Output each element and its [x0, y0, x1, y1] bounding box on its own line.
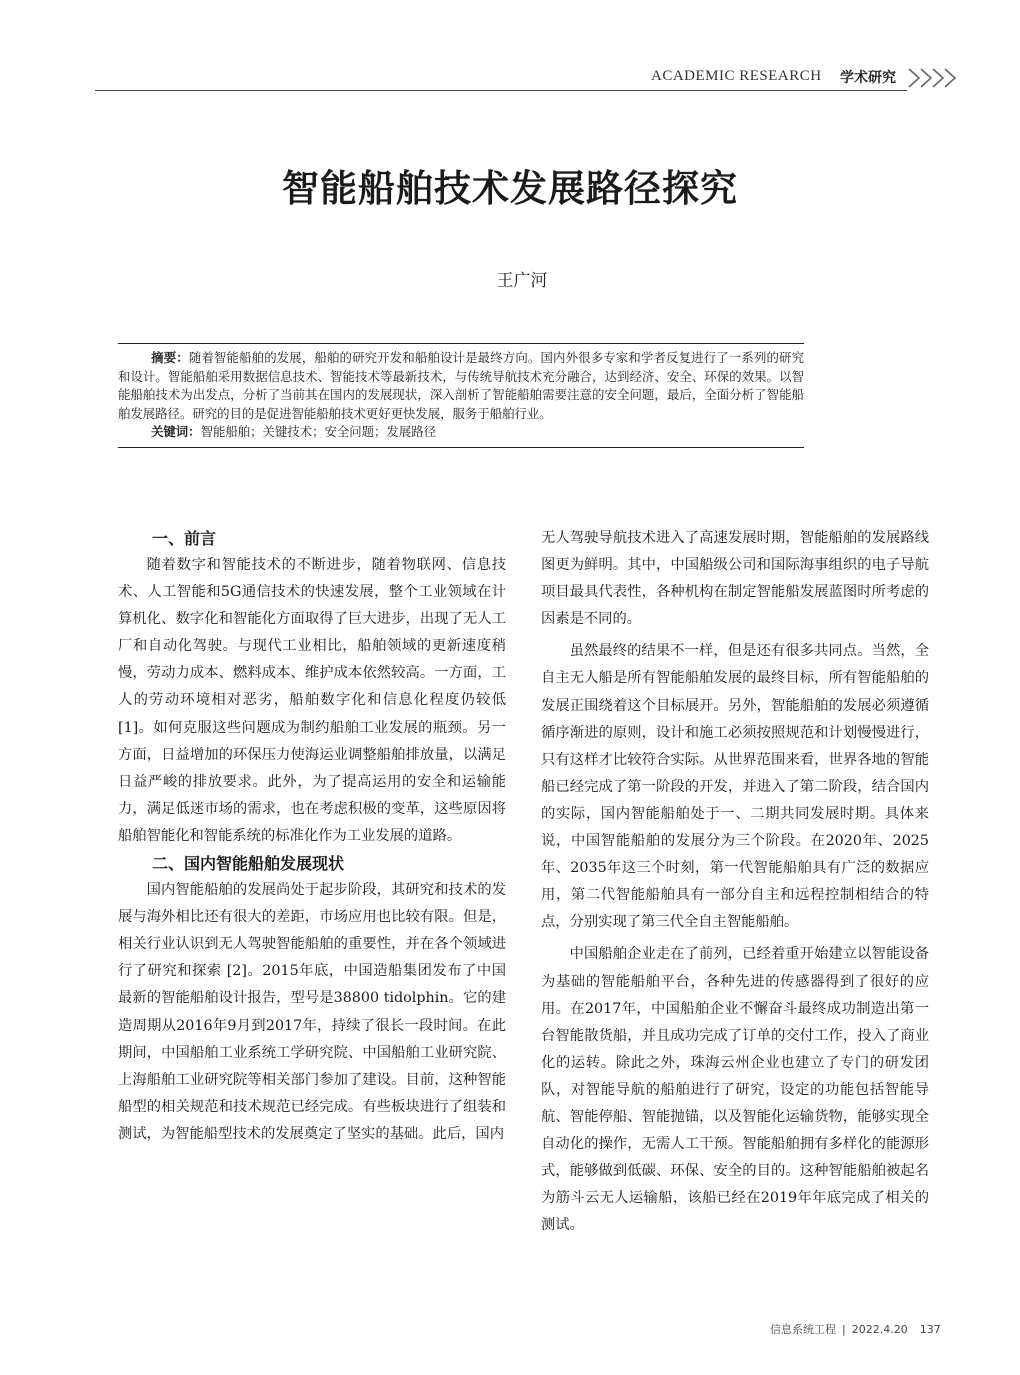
- keywords-text: 智能船舶；关键技术；安全问题；发展路径: [200, 424, 436, 440]
- paragraph: 随着数字和智能技术的不断进步，随着物联网、信息技术、人工智能和5G通信技术的快速发展，整个工业领域在计算机化、数字化和智能化方面取得了巨大进步，出现了无人工厂和自动化驾驶。与现代工业相比，船舶领域的更新速度稍慢，劳动力成本、燃料成本、维护成本依然较高。一方面，工人的劳动环境相对恶劣，船舶数字化和信息化程度仍较低 [1]。如何克服这些问题成为制约船舶工业发展的瓶颈。另一方面，日益增加的环保压力使海运业调整船舶排放量，以满足日益严峻的排放要求。此外，为了提高运用的安全和运输能力，满足低迷市场的需求，也在考虑积极的变革，这些原因将船舶智能化和智能系统的标准化作为工业发展的道路。: [118, 557, 506, 844]
- left-column: [118, 525, 506, 1148]
- abstract-label: 摘要：: [151, 350, 189, 365]
- header-rule: [95, 90, 907, 91]
- issue-date: 2022.4.20: [851, 1323, 908, 1336]
- right-column: [541, 525, 929, 1239]
- header-chinese: 学术研究: [840, 70, 896, 86]
- header-english: ACADEMIC RESEARCH: [651, 68, 822, 84]
- keywords: [118, 423, 804, 441]
- article-title: 智能船舶技术发展路径探究: [282, 167, 738, 210]
- abstract-bottom-rule: [118, 447, 804, 448]
- chevrons-icon: [907, 66, 965, 90]
- paragraph: 中国船舶企业走在了前列，已经着重开始建立以智能设备为基础的智能船舶平台，各种先进的传感器得到了很好的应用。在2017年，中国船舶企业不懈奋斗最终成功制造出第一台智能散货船，并且成功完成了订单的交付工作，投入了商业化的运转。除此之外，珠海云州企业也建立了专门的研发团队，对智能导航的船舶进行了研究，设定的功能包括智能导航、智能停船、智能抛锚，以及智能化运输货物，能够实现全自动化的操作，无需人工干预。智能船舶拥有多样化的能源形式，能够做到低碳、环保、安全的目的。这种智能船舶被起名为筋斗云无人运输船，该船已经在2019年年底完成了相关的测试。: [541, 946, 929, 1234]
- running-header: [95, 62, 965, 96]
- abstract-top-rule: [118, 343, 804, 344]
- paragraph: 虽然最终的结果不一样，但是还有很多共同点。当然，全自主无人船是所有智能船舶发展的最终目标，所有智能船舶的发展正围绕着这个目标展开。另外，智能船舶的发展必须遵循循序渐进的原则，设计和施工必须按照规范和计划慢慢进行，只有这样才比较符合实际。从世界范围来看，世界各地的智能船已经完成了第一阶段的开发，并进入了第二阶段，结合国内的实际，国内智能船舶处于一、二期共同发展时期。具体来说，中国智能船舶的发展分为三个阶段。在2020年、2025年、2035年这三个时刻，第一代智能船舶具有广泛的数据应用，第二代智能船舶具有一部分自主和远程控制相结合的特点，分别实现了第三代全自主智能船舶。: [541, 643, 929, 931]
- author-name: 王广河: [496, 271, 548, 291]
- section-heading-intro: 一、前言: [152, 529, 217, 548]
- footer-separator: |: [842, 1323, 846, 1336]
- paragraph: 无人驾驶导航技术进入了高速发展时期，智能船舶的发展路线图更为鲜明。其中，中国船级公司和国际海事组织的电子导航项目最具代表性，各种机构在制定智能船发展蓝图时所考虑的因素是不同的。: [541, 530, 929, 628]
- page-footer: [770, 1321, 970, 1337]
- abstract: [118, 349, 804, 423]
- section-heading-status: 二、国内智能船舶发展现状: [152, 854, 345, 874]
- abstract-text: 随着智能船舶的发展，船舶的研究开发和船舶设计是最终方向。国内外很多专家和学者反复进行了一系列的研究和设计。智能船舶采用数据信息技术、智能技术等最新技术，与传统导航技术充分融合，达到经济、安全、环保的效果。以智能船舶技术为出发点，分析了当前其在国内的发展现状，深入剖析了智能船舶需要注意的安全问题，最后，全面分析了智能船舶发展路径。研究的目的是促进智能船舶技术更好更快发展，服务于船舶行业。: [118, 350, 805, 421]
- journal-name: 信息系统工程: [770, 1323, 836, 1336]
- page-number: 137: [919, 1323, 941, 1336]
- abstract-block: [118, 343, 804, 448]
- paragraph: 国内智能船舶的发展尚处于起步阶段，其研究和技术的发展与海外相比还有很大的差距，市场应用也比较有限。但是，相关行业认识到无人驾驶智能船舶的重要性，并在各个领域进行了研究和探索 [2]。2015年底，中国造船集团发布了中国最新的智能船舶设计报告，型号是38800 tidolphin。它的建造周期从2016年9月到2017年，持续了很长一段时间。在此期间，中国船舶工业系统工学研究院、中国船舶工业研究院、上海船舶工业研究院等相关部门参加了建设。目前，这种智能船型的相关规范和技术规范已经完成。有些板块进行了组装和测试，为智能船型技术的发展奠定了坚实的基础。此后，国内: [118, 882, 506, 1142]
- keywords-label: 关键词：: [151, 424, 201, 440]
